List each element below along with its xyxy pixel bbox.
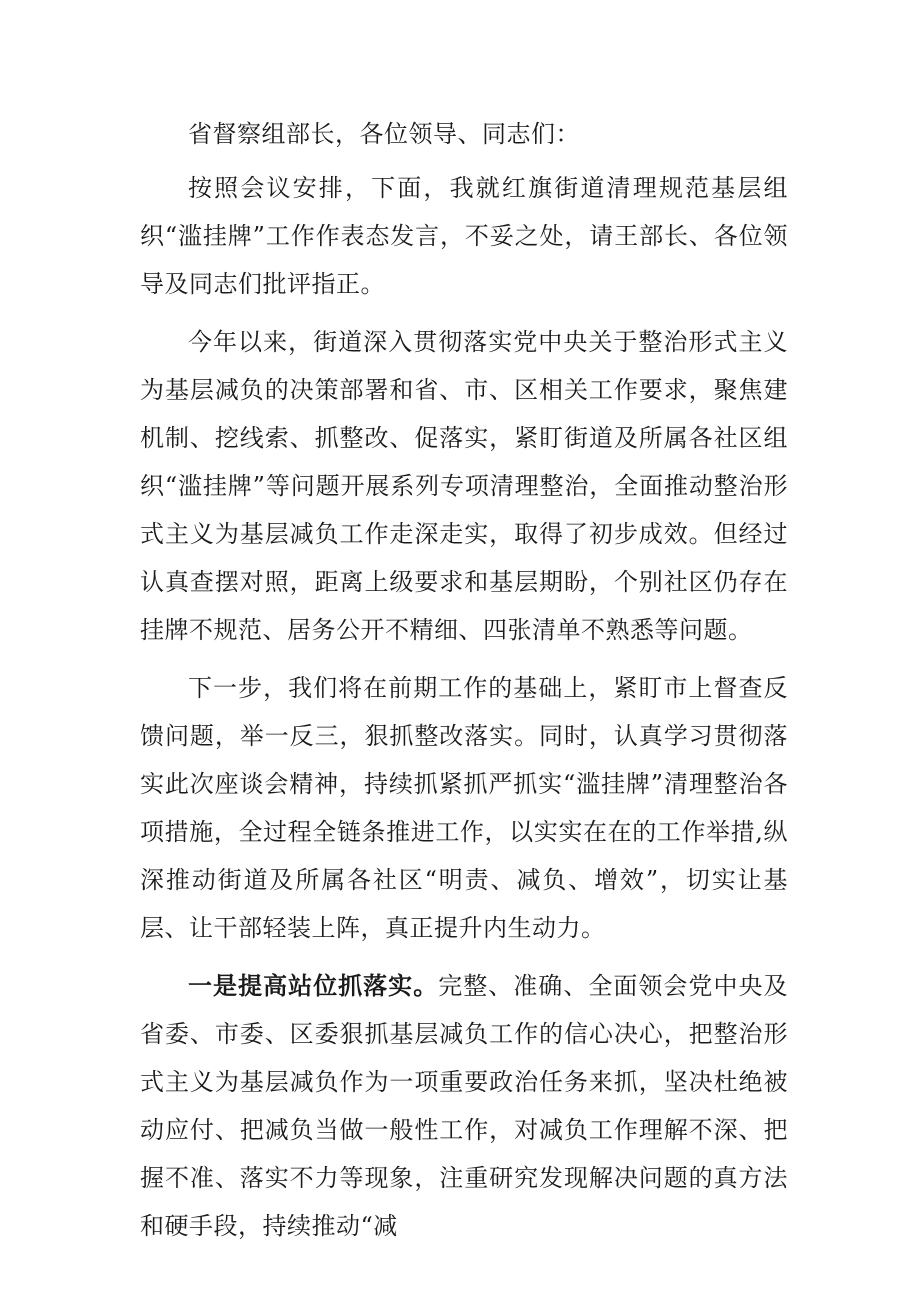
paragraph-progress-this-year: 今年以来，街道深入贯彻落实党中央关于整治形式主义为基层减负的决策部署和省、市、区相关工作要求，聚焦建机制、挖线索、抓整改、促落实，紧盯街道及所属各社区组织“滥挂牌”等问题开展系列专项清理整治，全面推动整治形式主义为基层减负工作走深走实，取得了初步成效。但经过认真查摆对照，距离上级要求和基层期盼，个别社区仍存在挂牌不规范、居务公开不精细、四张清单不熟悉等问题。 bbox=[140, 328, 788, 644]
point-one-body: 完整、准确、全面领会党中央及省委、市委、区委狠抓基层减负工作的信心决心，把整治形式主义为基层减负作为一项重要政治任务来抓，坚决杜绝被动应付、把减负当做一般性工作，对减负工作理解不深、把握不准、落实不力等现象，注重研究发现解决问题的真方法和硬手段，持续推动“减 bbox=[140, 972, 789, 1240]
point-one-lead: 一是提高站位抓落实。 bbox=[188, 972, 439, 1000]
document-body bbox=[140, 110, 788, 1260]
paragraph-next-steps: 下一步，我们将在前期工作的基础上，紧盯市上督查反馈问题，举一反三，狠抓整改落实。同时，认真学习贯彻落实此次座谈会精神，持续抓紧抓严抓实“滥挂牌”清理整治各项措施，全过程全链条推进工作，以实实在在的工作举措,纵深推动街道及所属各社区“明责、减负、增效”，切实让基层、让干部轻装上阵，真正提升内生动力。 bbox=[140, 674, 788, 942]
paragraph-meeting-arrangement: 按照会议安排，下面，我就红旗街道清理规范基层组织“滥挂牌”工作作表态发言，不妥之处，请王部长、各位领导及同志们批评指正。 bbox=[140, 174, 788, 298]
paragraph-point-one bbox=[140, 962, 788, 1250]
salutation: 省督察组部长，各位领导、同志们： bbox=[188, 120, 580, 148]
